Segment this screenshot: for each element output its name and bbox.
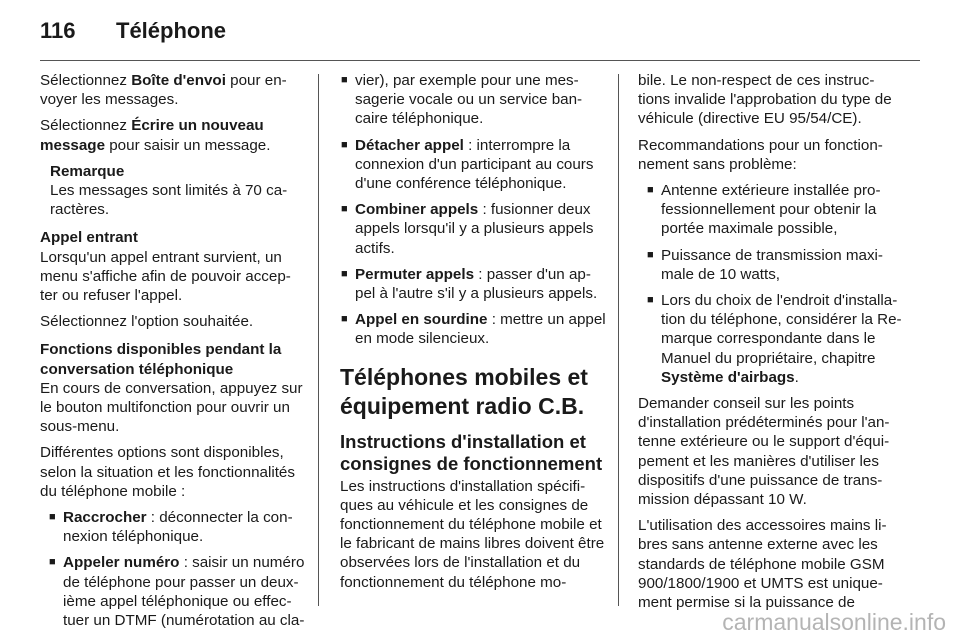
bullet-list-2: [340, 71, 606, 349]
paragraph-utilisation: L'utilisation des accessoires mains li-bres sans antenne externe avec les standards de téléphone mobile GSM 900/1800/1900 et UMTS est unique-ment permise si la puissance de: [638, 517, 887, 612]
note-title: Remarque: [50, 162, 125, 180]
column-divider: [618, 74, 619, 606]
list-item: ■ Combiner appels : fusionner deux appels lorsqu'il y a plusieurs appels actifs.: [340, 200, 606, 258]
list-item: ■ Permuter appels : passer d'un ap-pel à l'autre s'il y a plusieurs appels.: [340, 265, 606, 303]
list-item: ■ Appel en sourdine : mettre un appel en mode silencieux.: [340, 310, 606, 348]
bullet-list-3: [638, 181, 906, 387]
subheading-appel-entrant: Appel entrant: [40, 229, 138, 247]
paragraph-instructions: Les instructions d'installation spécifi-ques au véhicule et les consignes de fonctionnement du téléphone mobile et le fabricant de mains libres doivent être observées lors de l'installation et du fonctionnement du téléphone mo-: [340, 477, 605, 591]
list-item: ■ Puissance de transmission maxi-male de 10 watts,: [646, 246, 906, 284]
list-item: ■ Lors du choix de l'endroit d'installa-tion du téléphone, considérer la Re-marque correspondante dans le Manuel du propriétaire, chapitre Système d'airbags.: [646, 291, 906, 387]
page-title: Téléphone: [116, 18, 227, 43]
paragraph-selectionnez-option: Sélectionnez l'option souhaitée.: [40, 313, 254, 331]
page-number: 116: [40, 18, 76, 43]
paragraph-en-cours: En cours de conversation, appuyez sur le bouton multifonction pour ouvrir un sous-menu.: [40, 379, 303, 436]
column-1: [40, 71, 305, 637]
header-rule: [40, 60, 920, 61]
term-ecrire-message: Écrire un nouveau message: [40, 117, 264, 154]
list-item: ■ Appeler numéro : saisir un numéro de téléphone pour passer un deux-ième appel téléphonique ou effec-tuer un DTMF (numérotation au cla-: [48, 553, 305, 630]
list-item-continuation: ■ vier), par exemple pour une mes-sagerie vocale ou un service ban-caire téléphonique.: [340, 71, 606, 129]
paragraph-demander-conseil: Demander conseil sur les points d'installation prédéterminés pour l'an-tenne extérieure ou le support d'équi-pement et les manières d'utiliser les dispositifs d'une puissance de trans-mission dépassant 10 W.: [638, 395, 890, 509]
paragraph-ecrire-message: Sélectionnez Écrire un nouveau message pour saisir un message.: [40, 117, 271, 154]
note-text: Les messages sont limités à 70 ca-ractères.: [50, 182, 288, 219]
paragraph-options: Différentes options sont disponibles, selon la situation et les fonctionnalités du téléphone mobile :: [40, 444, 295, 500]
list-item: ■ Antenne extérieure installée pro-fessionnellement pour obtenir la portée maximale possible,: [646, 181, 906, 239]
heading-telephones-mobiles: Téléphones mobiles et équipement radio C.B.: [340, 363, 588, 419]
list-item: ■ Détacher appel : interrompre la connexion d'un participant au cours d'une conférence téléphonique.: [340, 136, 606, 194]
watermark: carmanualsonline.info: [722, 609, 946, 635]
bullet-list-1: [40, 508, 305, 630]
column-divider: [318, 74, 319, 606]
list-item: ■ Raccrocher : déconnecter la con-nexion téléphonique.: [48, 508, 305, 546]
column-3: [638, 71, 906, 619]
term-boite-envoi: Boîte d'envoi: [131, 72, 226, 89]
paragraph-recommandations: Recommandations pour un fonction-nement sans problème:: [638, 136, 883, 173]
note-box: [40, 162, 305, 220]
term-systeme-airbags: Système d'airbags: [661, 368, 795, 386]
subheading-fonctions: Fonctions disponibles pendant la conversation téléphonique: [40, 341, 282, 378]
heading-instructions: Instructions d'installation et consignes de fonctionnement: [340, 430, 603, 474]
column-2: [340, 71, 606, 599]
paragraph-appel-entrant: Lorsqu'un appel entrant survient, un menu s'affiche afin de pouvoir accep-ter ou refuser l'appel.: [40, 248, 291, 305]
paragraph-continuation: bile. Le non-respect de ces instruc-tions invalide l'approbation du type de véhicule (directive EU 95/54/CE).: [638, 72, 892, 128]
paragraph-boite-envoi: Sélectionnez Boîte d'envoi pour en-voyer les messages.: [40, 72, 287, 109]
